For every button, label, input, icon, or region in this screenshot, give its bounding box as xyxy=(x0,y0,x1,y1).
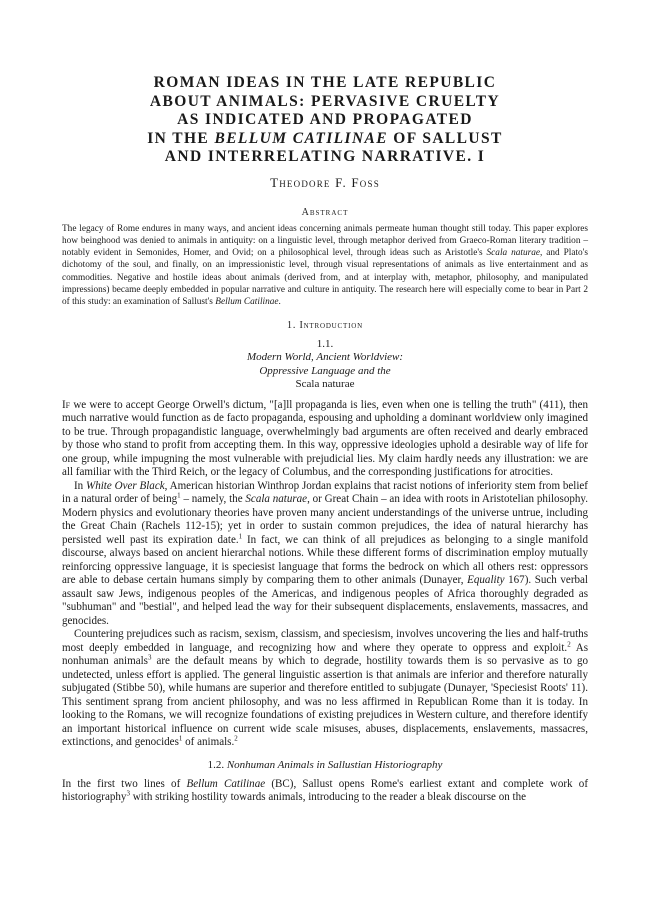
footnote-ref: 3 xyxy=(126,789,130,798)
paragraph-run: with striking hostility towards animals, introducing to the reader a bleak discourse on the xyxy=(129,791,527,804)
paragraph-run: (BC), Sallust opens Rome's earliest extant and complete work of historiography xyxy=(62,777,588,804)
paragraph xyxy=(62,399,588,480)
footnote-ref: 1 xyxy=(238,531,243,540)
paragraph-run: Countering prejudices such as racism, sexism, classism, and speciesism, involves uncovering the lies and half-truths most deeply embedded in language, and recognizing how and where they operate to oppress and exploit. xyxy=(62,628,588,654)
title-text: IN THE xyxy=(147,129,215,147)
subsection-number: 1.1. xyxy=(316,337,334,350)
abstract-text xyxy=(62,223,588,309)
paragraph-run: In the first two lines of xyxy=(62,777,187,790)
italic-run: Bellum Catilinae xyxy=(186,777,266,790)
italic-run: Scala naturae xyxy=(245,493,308,506)
title-line: AND INTERRELATING NARRATIVE. I xyxy=(164,148,486,165)
author-name: Theodore F. Foss xyxy=(270,174,380,190)
italic-run: Equality xyxy=(467,574,505,587)
subsection-heading xyxy=(62,338,588,392)
title-text: OF SALLUST xyxy=(388,129,503,147)
paragraph-run: 167). Such verbal assault saw Jews, indigenous peoples of the Americas, and indigenous peoples of Africa thoroughly degraded as "subhuman" and "bestial", and helped lead the way for their subsequent displacements, enslavements, massacres, and genocides. xyxy=(62,574,588,627)
subsection-title: Nonhuman Animals in Sallustian Historiography xyxy=(226,758,443,771)
subsection-heading xyxy=(62,759,588,771)
abstract-heading: Abstract xyxy=(301,206,349,218)
abstract-italic: Bellum Catilinae xyxy=(215,297,279,308)
abstract-italic: Scala naturae xyxy=(486,248,541,259)
body-text xyxy=(62,778,588,805)
footnote-ref: 2 xyxy=(234,734,238,743)
section-heading: 1. Introduction xyxy=(287,319,363,331)
footnote-ref: 2 xyxy=(567,639,571,648)
abstract-run: , and Plato's dichotomy of the soul, and finally, on an impressionistic level, through visual representations of animals as live entertainment and as commodities. Negative and hostile ideas about animals (derived from, and at interplay with, metaphor, philosophy, and manipulated impressions) became deeply embedded in popular narrative and culture in antiquity. The research here will especially come to bear in Part 2 of this study: an examination of Sallust's xyxy=(62,248,588,308)
title-line: ROMAN IDEAS IN THE LATE REPUBLIC xyxy=(153,74,497,91)
title-line xyxy=(62,130,588,149)
paragraph-run: – namely, the xyxy=(180,493,246,506)
subsection-line xyxy=(62,338,588,365)
title-work-name: BELLUM CATILINAE xyxy=(214,129,389,147)
paragraph xyxy=(62,480,588,629)
paragraph-run: of animals. xyxy=(182,736,235,749)
body-text xyxy=(62,399,588,750)
paragraph-run: , American historian Winthrop Jordan explains that racist notions of inferiority stem from belief in a natural order of being xyxy=(62,479,588,506)
subsection-title: Oppressive Language and the xyxy=(259,364,391,377)
subsection-number: 1.2. xyxy=(207,758,227,771)
paragraph-run: , or Great Chain – an idea with roots in Aristotelian philosophy. Modern physics and evolutionary theories have proven many ancient understandings of the universe untrue, including the Great Chain (Rachels 112-15); yet in order to sustain common prejudices, the idea of natural hierarchy has persisted well past its expiration date. xyxy=(62,493,588,546)
article-title xyxy=(62,74,588,167)
italic-run: White Over Black xyxy=(86,479,165,492)
title-line: ABOUT ANIMALS: PERVASIVE CRUELTY xyxy=(149,92,501,110)
footnote-ref: 3 xyxy=(147,653,152,662)
paragraph-run: we were to accept George Orwell's dictum, "[a]ll propaganda is lies, even when one is telling the truth" (411), then much narrative would function as de facto propaganda, espousing and upholding a dominant worldview only imagined to be true. Through propagandistic language, overwhelmingly bad arguments are often received and dearly embraced by those who stand to profit from accepting them. In this way, oppressive ideologies uphold a desirable way of life for one group, while impugning the most vulnerable with prejudicial lies. My claim hardly needs any illustration: we are all familiar with the Third Reich, or the legacy of Columbus, and the corresponding justifications for atrocities. xyxy=(62,398,588,479)
paragraph-run: As nonhuman animals xyxy=(62,641,588,668)
footnote-ref: 1 xyxy=(177,491,181,500)
subsection-title-roman: Scala naturae xyxy=(295,378,355,391)
drop-lead: If xyxy=(62,398,71,411)
title-line: AS INDICATED AND PROPAGATED xyxy=(177,111,473,128)
abstract-run: The legacy of Rome endures in many ways, and ancient ideas concerning animals permeate human thought still today. This paper explores how beinghood was denied to animals in antiquity: on a linguistic level, through metaphor derived from Graeco-Roman literary tradition – notably evident in Semonides, Homer, and Ovid; on a philosophical level, through ideas such as Aristotle's xyxy=(62,223,588,259)
subsection-line xyxy=(62,365,588,392)
subsection-title: Modern World, Ancient Worldview: xyxy=(246,351,404,364)
paragraph-run: are the default means by which to degrade, hostility towards them is so pervasive as to go undetected, unless effort is applied. The general linguistic assertion is that animals are inferior and therefore naturally subjugated (Stibbe 50), while humans are superior and therefore entitled to subjugate (Dunayer, 'Speciesist Roots' 11). This sentiment sprang from ancient philosophy, and was no less affirmed in Republican Rome than it is today. In looking to the Romans, we will recognize foundations of existing prejudices in Western culture, and therefore identify an important historical influence on current wide scale misuses, abuses, displacements, enslavements, massacres, extinctions, and genocides xyxy=(62,655,588,749)
footnote-ref: 1 xyxy=(178,734,183,743)
paragraph xyxy=(62,778,588,805)
paragraph-run: In fact, we can think of all prejudices as belonging to a single manifold discourse, always based on ancient hierarchal notions. While these different forms of discrimination employ mutually reinforcing oppressive language, it is speciesist language that forms the bedrock on which all others rest: oppressors are able to debase certain humans simply by comparing them to other animals (Dunayer, xyxy=(62,533,588,587)
paragraph xyxy=(62,628,588,750)
page xyxy=(62,74,588,805)
abstract-run: . xyxy=(278,297,281,308)
paragraph-run: In xyxy=(74,479,87,492)
